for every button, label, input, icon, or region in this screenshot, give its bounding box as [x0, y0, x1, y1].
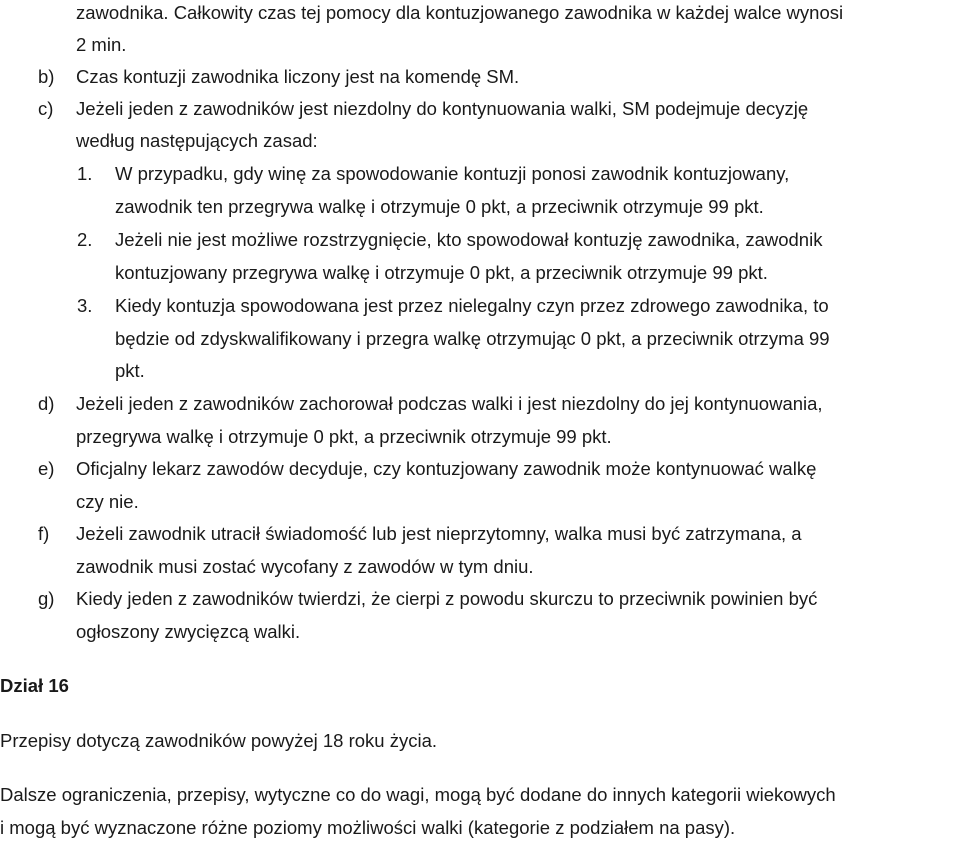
text-line: będzie od zdyskwalifikowany i przegra walkę otrzymując 0 pkt, a przeciwnik otrzyma 99: [115, 328, 830, 349]
section-heading: Dział 16: [0, 675, 69, 696]
list-marker: 3.: [77, 295, 93, 316]
text-line: kontuzjowany przegrywa walkę i otrzymuje 0 pkt, a przeciwnik otrzymuje 99 pkt.: [115, 262, 768, 283]
list-marker: e): [38, 458, 55, 479]
text-line: ogłoszony zwycięzcą walki.: [76, 621, 301, 642]
text-line: Jeżeli zawodnik utracił świadomość lub jest nieprzytomny, walka musi być zatrzymana, a: [76, 523, 802, 544]
text-line: Jeżeli jeden z zawodników zachorował podczas walki i jest niezdolny do jej kontynuowania,: [76, 393, 823, 414]
text-line: zawodnika. Całkowity czas tej pomocy dla kontuzjowanego zawodnika w każdej walce wynosi: [76, 2, 844, 23]
paragraph-line: i mogą być wyznaczone różne poziomy możliwości walki (kategorie z podziałem na pasy).: [0, 817, 736, 838]
paragraph-line: Dalsze ograniczenia, przepisy, wytyczne co do wagi, mogą być dodane do innych kategorii wiekowych: [0, 784, 836, 805]
text-line: przegrywa walkę i otrzymuje 0 pkt, a przeciwnik otrzymuje 99 pkt.: [76, 426, 612, 447]
text-line: pkt.: [115, 360, 145, 381]
text-line: zawodnik musi zostać wycofany z zawodów w tym dniu.: [76, 556, 534, 577]
text-line: zawodnik ten przegrywa walkę i otrzymuje 0 pkt, a przeciwnik otrzymuje 99 pkt.: [115, 196, 764, 217]
paragraph: Przepisy dotyczą zawodników powyżej 18 roku życia.: [0, 730, 437, 751]
list-marker: g): [38, 588, 55, 609]
text-line: Jeżeli jeden z zawodników jest niezdolny do kontynuowania walki, SM podejmuje decyzję: [76, 98, 809, 119]
text-line: Kiedy kontuzja spowodowana jest przez nielegalny czyn przez zdrowego zawodnika, to: [115, 295, 829, 316]
list-marker: b): [38, 66, 55, 87]
text-line: W przypadku, gdy winę za spowodowanie kontuzji ponosi zawodnik kontuzjowany,: [115, 163, 790, 184]
list-marker: 1.: [77, 163, 93, 184]
text-line: Kiedy jeden z zawodników twierdzi, że cierpi z powodu skurczu to przeciwnik powinien być: [76, 588, 818, 609]
text-line: 2 min.: [76, 34, 127, 55]
list-marker: 2.: [77, 229, 93, 250]
text-line: Oficjalny lekarz zawodów decyduje, czy kontuzjowany zawodnik może kontynuować walkę: [76, 458, 817, 479]
list-marker: d): [38, 393, 55, 414]
list-marker: f): [38, 523, 50, 544]
text-line: według następujących zasad:: [76, 130, 318, 151]
list-marker: c): [38, 98, 54, 119]
text-line: Czas kontuzji zawodnika liczony jest na komendę SM.: [76, 66, 520, 87]
text-line: Jeżeli nie jest możliwe rozstrzygnięcie, kto spowodował kontuzję zawodnika, zawodnik: [115, 229, 823, 250]
text-line: czy nie.: [76, 491, 139, 512]
